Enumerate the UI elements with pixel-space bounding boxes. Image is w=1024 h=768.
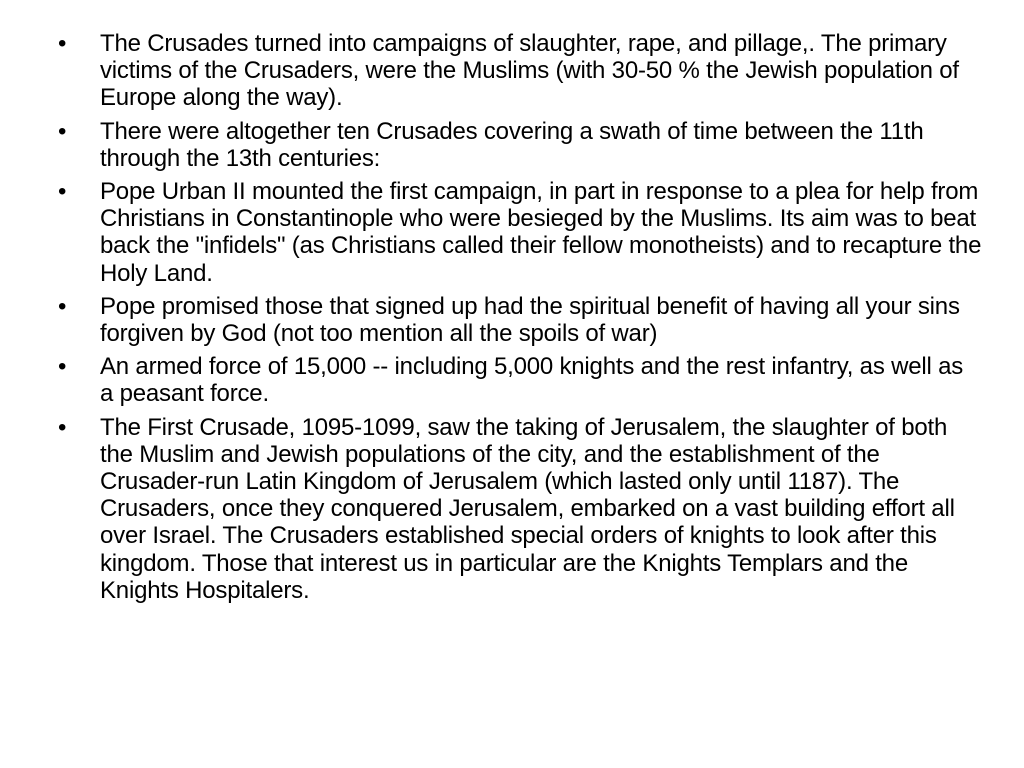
- bullet-item: [52, 293, 982, 347]
- bullet-item: [52, 414, 982, 604]
- bullet-text: There were altogether ten Crusades covering a swath of time between the 11th through the 13th centuries:: [100, 117, 924, 172]
- bullet-list: [52, 30, 982, 610]
- bullet-icon: •: [58, 30, 67, 57]
- bullet-item: [52, 30, 982, 112]
- bullet-item: [52, 118, 982, 172]
- bullet-item: [52, 178, 982, 287]
- bullet-text: Pope promised those that signed up had the spiritual benefit of having all your sins forgiven by God (not too mention all the spoils of war): [100, 292, 960, 348]
- bullet-text: An armed force of 15,000 -- including 5,000 knights and the rest infantry, as well as a peasant force.: [100, 353, 964, 408]
- bullet-icon: •: [58, 413, 67, 441]
- bullet-text: The First Crusade, 1095-1099, saw the taking of Jerusalem, the slaughter of both the Muslim and Jewish populations of the city, and the establishment of the Crusader-run Latin Kingdom of Jerusalem (which lasted only until 1187). The Crusaders, once they conquered Jerusalem, embarked on a vast building effort all over Israel. The Crusaders established special orders of knights to look after this kingdom. Those that interest us in particular are the Knights Templars and the Knights Hospitalers.: [100, 413, 955, 604]
- bullet-text: The Crusades turned into campaigns of slaughter, rape, and pillage,. The primary victims of the Crusaders, were the Muslims (with 30-50 % the Jewish population of Europe along the way).: [100, 30, 959, 112]
- bullet-text: Pope Urban II mounted the first campaign, in part in response to a plea for help from Christians in Constantinople who were besieged by the Muslims. Its aim was to beat back the "infidels" (as Christians called their fellow monotheists) and to recapture the Holy Land.: [100, 178, 982, 287]
- bullet-icon: •: [58, 178, 67, 206]
- bullet-icon: •: [58, 353, 67, 381]
- bullet-icon: •: [58, 117, 67, 145]
- bullet-icon: •: [58, 292, 67, 320]
- bullet-item: [52, 353, 982, 407]
